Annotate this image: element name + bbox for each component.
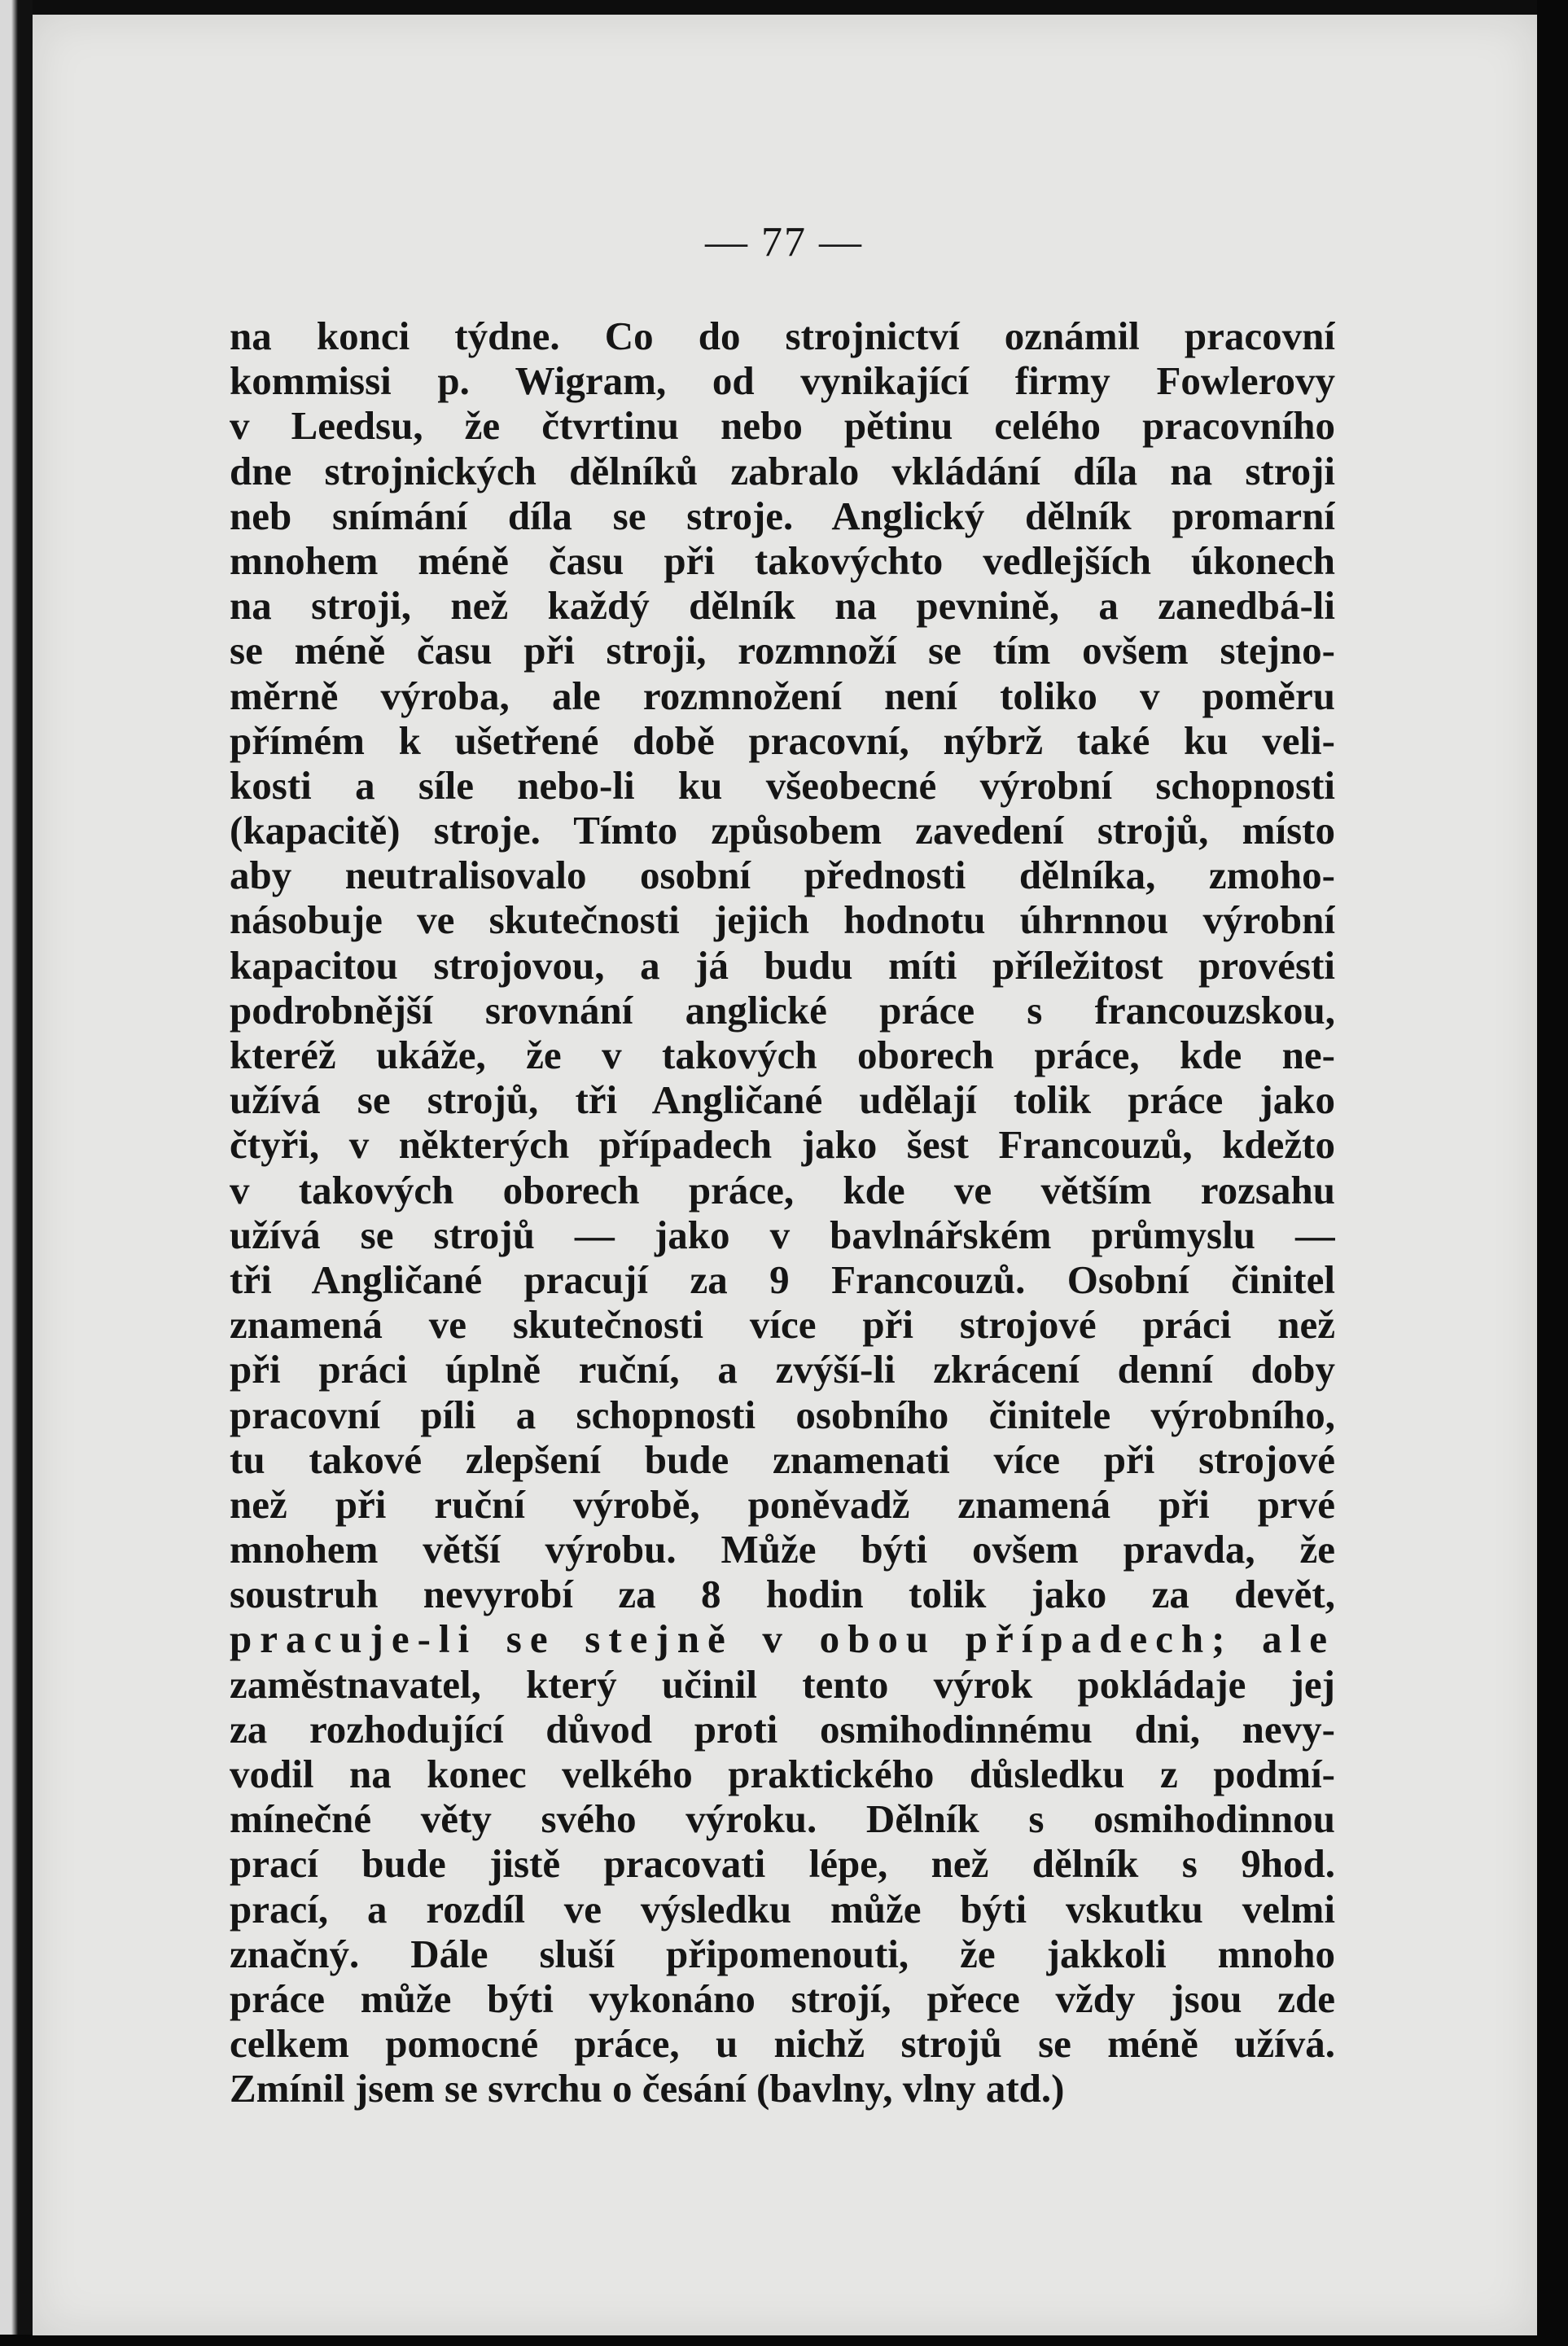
text-line: čtyři, v některých případech jako šest Francouzů, kdežto [230,1122,1335,1168]
text-line: měrně výroba, ale rozmnožení není toliko v poměru [230,673,1335,718]
body-text [230,314,1335,2111]
text-line: kteréž ukáže, že v takových oborech práce, kde ne- [230,1033,1335,1077]
text-line: (kapacitě) stroje. Tímto způsobem zavedení strojů, místo [230,808,1335,853]
text-line: mnohem méně času při takovýchto vedlejších úkonech [230,537,1335,583]
text-line: tu takové zlepšení bude znamenati více při strojové [230,1436,1335,1482]
text-line: mnohem větší výrobu. Může býti ovšem pravda, že [230,1527,1335,1572]
text-line: dne strojnických dělníků zabralo vkládání díla na stroji [230,448,1335,493]
text-line-emphasized: pracuje-li se stejně v obou případech; ale [230,1616,1335,1662]
page-number: — 77 — [705,219,863,265]
scan-bottom-edge [0,2335,1568,2346]
text-line: násobuje ve skutečnosti jejich hodnotu úhrnnou výrobní [230,897,1335,943]
text-line: tři Angličané pracují za 9 Francouzů. Osobní činitel [230,1256,1335,1302]
text-line: znamená ve skutečnosti více při strojové práci než [230,1302,1335,1348]
text-line: na konci týdne. Co do strojnictví oznámil pracovní [230,314,1335,358]
text-line: kommissi p. Wigram, od vynikající firmy Fowlerovy [230,358,1335,404]
text-line: prací, a rozdíl ve výsledku může býti vskutku velmi [230,1886,1335,1932]
text-line: než při ruční výrobě, poněvadž znamená při prvé [230,1481,1335,1527]
text-line: celkem pomocné práce, u nichž strojů se méně užívá. [230,2021,1335,2067]
text-line: v takových oborech práce, kde ve větším rozsahu [230,1167,1335,1212]
text-line: kapacitou strojovou, a já budu míti příležitost provésti [230,942,1335,988]
scan-right-edge [1537,0,1568,2346]
text-line: se méně času při stroji, rozmnoží se tím ovšem stejno- [230,628,1335,673]
text-line: mínečné věty svého výroku. Dělník s osmihodinnou [230,1796,1335,1842]
text-line: přímém k ušetřené době pracovní, nýbrž také ku veli- [230,717,1335,763]
text-line: podrobnější srovnání anglické práce s francouzskou, [230,987,1335,1033]
text-line: užívá se strojů, tři Angličané udělají tolik práce jako [230,1077,1335,1123]
text-line: na stroji, než každý dělník na pevnině, a zanedbá-li [230,583,1335,629]
text-line: užívá se strojů — jako v bavlnářském průmyslu — [230,1212,1335,1257]
text-line: kosti a síle nebo-li ku všeobecné výrobní schopnosti [230,762,1335,808]
text-line: za rozhodující důvod proti osmihodinnému dni, nevy- [230,1706,1335,1752]
scan-left-edge [0,0,33,2346]
text-line: práce může býti vykonáno strojí, přece vždy jsou zde [230,1975,1335,2021]
text-line: při práci úplně ruční, a zvýší-li zkrácení denní doby [230,1347,1335,1392]
text-line: soustruh nevyrobí za 8 hodin tolik jako za devět, [230,1572,1335,1617]
text-line: v Leedsu, že čtvrtinu nebo pětinu celého pracovního [230,403,1335,449]
text-line: zaměstnavatel, který učinil tento výrok pokládaje jej [230,1661,1335,1707]
text-line: vodil na konec velkého praktického důsledku z podmí- [230,1752,1335,1796]
text-line: Zmínil jsem se svrchu o česání (bavlny, vlny atd.) [230,2066,1065,2111]
text-line: neb snímání díla se stroje. Anglický dělník promarní [230,493,1335,538]
text-line: aby neutralisovalo osobní přednosti dělníka, zmoho- [230,853,1335,898]
text-line: prací bude jistě pracovati lépe, než dělník s 9hod. [230,1841,1335,1887]
text-line: značný. Dále sluší připomenouti, že jakkoli mnoho [230,1931,1335,1976]
text-line: pracovní píli a schopnosti osobního činitele výrobního, [230,1392,1335,1437]
